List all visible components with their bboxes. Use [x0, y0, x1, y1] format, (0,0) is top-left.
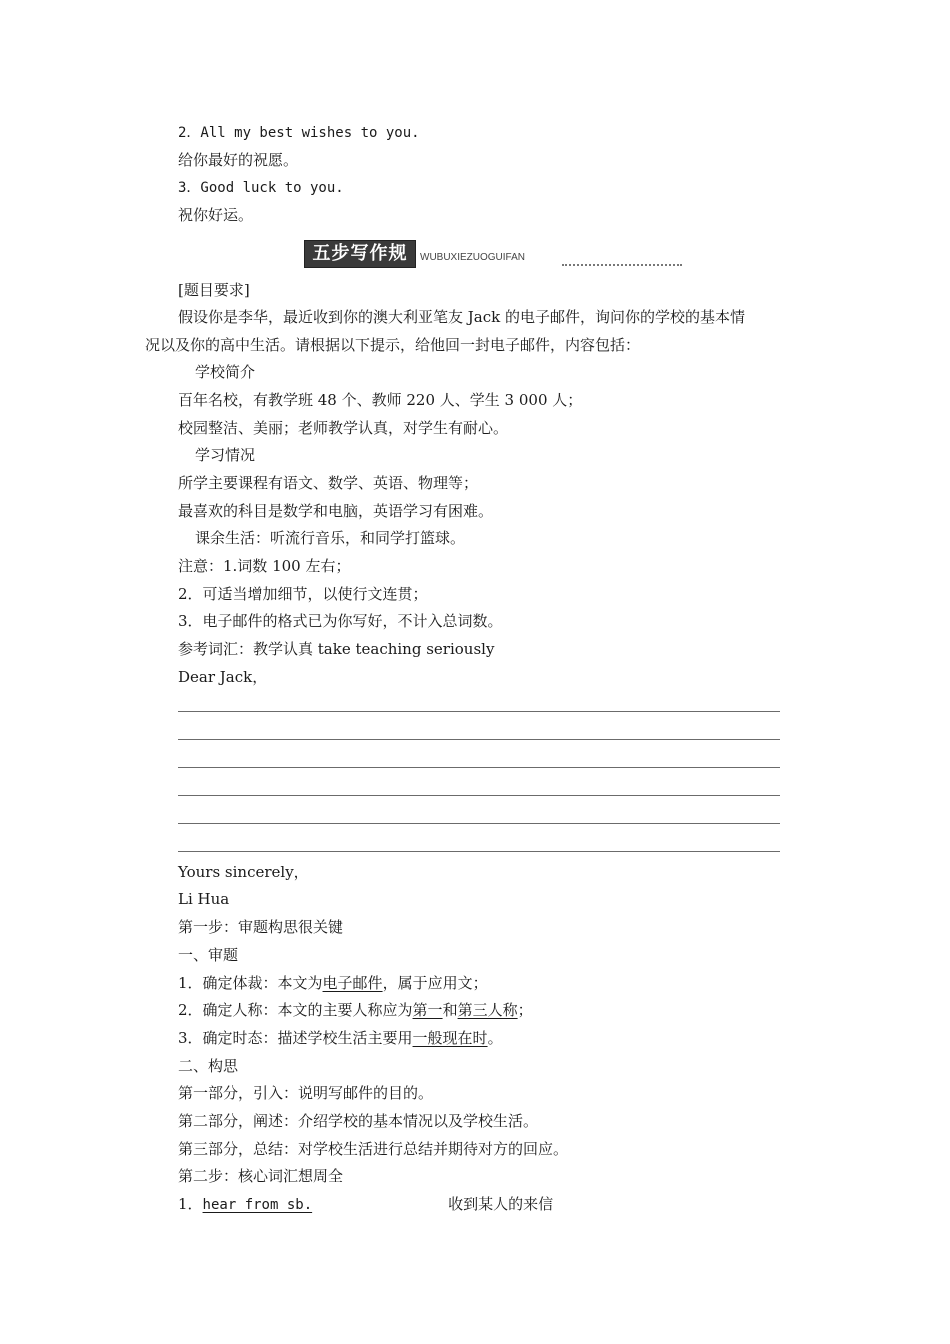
note-3: 3．电子邮件的格式已为你写好，不计入总词数。: [178, 612, 503, 630]
item3-answer: 一般现在时: [412, 1029, 488, 1047]
writing-line: [178, 851, 780, 852]
step1-item1: [178, 973, 488, 993]
item3-suffix: 。: [487, 1029, 503, 1047]
item2-suffix: ；: [517, 1001, 533, 1019]
writing-line: [178, 739, 780, 740]
signature: Li Hua: [178, 890, 230, 908]
item2-answer2: 第三人称: [457, 1001, 518, 1019]
study-line1: 所学主要课程有语文、数学、英语、物理等；: [178, 474, 479, 492]
step2-title: 第二步：核心词汇想周全: [178, 1167, 344, 1185]
banner-title: 五步写作规范: [304, 240, 416, 268]
step1-item3: [178, 1028, 503, 1048]
wish-line-2-translation: 给你最好的祝愿。: [178, 151, 299, 169]
item1-suffix: ，属于应用文；: [382, 974, 488, 992]
study-line2: 最喜欢的科目是数学和电脑，英语学习有困难。: [178, 502, 494, 520]
banner-dotted-line: [562, 264, 682, 266]
item1-answer: 电子邮件: [322, 974, 383, 992]
wish-line-2: 2．All my best wishes to you.: [178, 125, 420, 141]
study-heading: 学习情况: [195, 446, 256, 464]
outline-part2: 第二部分，阐述：介绍学校的基本情况以及学校生活。: [178, 1112, 539, 1130]
vocab-item-meaning: 收到某人的来信: [448, 1195, 554, 1213]
vocab-line: 参考词汇：教学认真 take teaching seriously: [178, 640, 495, 658]
school-heading: 学校简介: [195, 363, 256, 381]
task-intro-line2: 况以及你的高中生活。请根据以下提示，给他回一封电子邮件，内容包括：: [145, 336, 641, 354]
step1-section2: 二、构思: [178, 1057, 239, 1075]
vocab-item-phrase: hear from sb.: [202, 1197, 313, 1213]
task-heading: [题目要求]: [178, 281, 250, 299]
note-1: 注意：1.词数 100 左右；: [178, 557, 351, 575]
outline-part3: 第三部分，总结：对学校生活进行总结并期待对方的回应。: [178, 1140, 569, 1158]
writing-line: [178, 767, 780, 768]
task-intro-line1: 假设你是李华，最近收到你的澳大利亚笔友 Jack 的电子邮件，询问你的学校的基本情: [178, 308, 745, 326]
school-line1: 百年名校，有教学班 48 个、教师 220 人、学生 3 000 人；: [178, 391, 583, 409]
banner-subtitle: WUBUXIEZUOGUIFAN: [420, 252, 526, 263]
greeting: Dear Jack，: [178, 668, 268, 686]
closing: Yours sincerely，: [178, 863, 309, 881]
step1-item2: [178, 1000, 533, 1020]
school-line2: 校园整洁、美丽；老师教学认真，对学生有耐心。: [178, 419, 509, 437]
vocab-item-number: 1．: [178, 1195, 203, 1213]
writing-line: [178, 711, 780, 712]
item2-mid: 和: [442, 1001, 458, 1019]
note-2: 2．可适当增加细节，以使行文连贯；: [178, 585, 428, 603]
afterschool-line: 课余生活：听流行音乐，和同学打篮球。: [195, 529, 466, 547]
writing-line: [178, 795, 780, 796]
step1-section1: 一、审题: [178, 946, 239, 964]
wish-line-3: 3．Good luck to you.: [178, 180, 344, 196]
wish-line-3-translation: 祝你好运。: [178, 206, 254, 224]
vocab-item-1: [178, 1194, 553, 1215]
item2-answer1: 第一: [412, 1001, 443, 1019]
step1-title: 第一步：审题构思很关键: [178, 918, 344, 936]
item3-prefix: 3．确定时态：描述学校生活主要用: [178, 1029, 413, 1047]
writing-line: [178, 823, 780, 824]
item2-prefix: 2．确定人称：本文的主要人称应为: [178, 1001, 413, 1019]
item1-prefix: 1．确定体裁：本文为: [178, 974, 323, 992]
outline-part1: 第一部分，引入：说明写邮件的目的。: [178, 1084, 434, 1102]
